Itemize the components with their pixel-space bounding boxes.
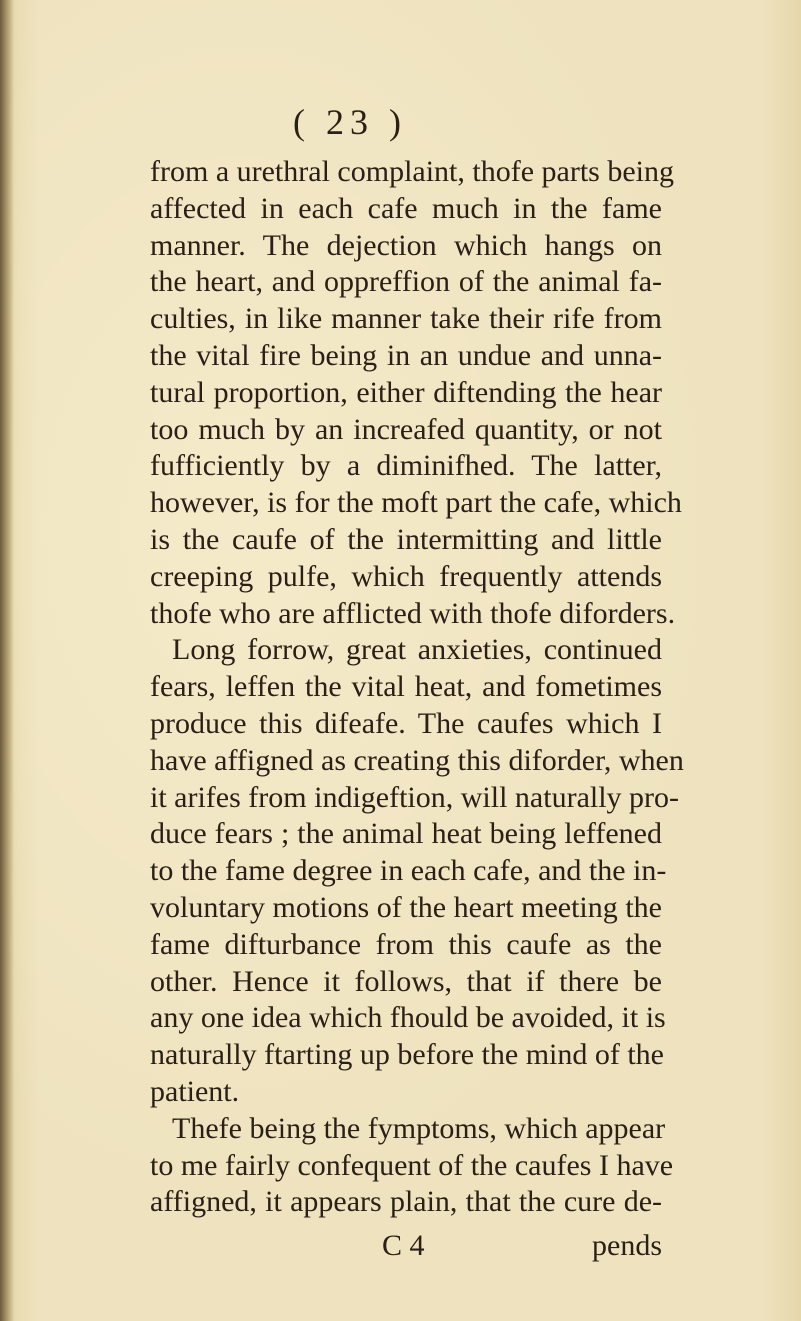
text-line: tural proportion, either diftending the hear <box>150 375 662 409</box>
text-line: the heart, and oppreffion of the animal fa- <box>150 265 662 299</box>
text-line: manner. The dejection which hangs on <box>150 228 662 262</box>
text-line: any one idea which fhould be avoided, it is <box>150 1001 666 1035</box>
body-text <box>150 154 684 1221</box>
text-line: to the fame degree in each cafe, and the in- <box>150 854 667 888</box>
text-line: thofe who are afflicted with thofe diforders. <box>150 596 676 630</box>
text-line: creeping pulfe, which frequently attends <box>150 559 662 593</box>
text-line: produce this difeafe. The caufes which I <box>150 706 662 740</box>
text-line: it arifes from indigeftion, will naturally pro- <box>150 780 680 814</box>
page-number: ( 23 ) <box>293 102 407 142</box>
text-line: from a urethral complaint, thofe parts being <box>150 155 674 188</box>
paragraph-start-line: Thefe being the fymptoms, which appear <box>172 1111 666 1145</box>
text-line: other. Hence it follows, that if there be <box>150 964 662 998</box>
text-line: voluntary motions of the heart meeting the <box>150 890 662 924</box>
text-line: culties, in like manner take their rife from <box>150 302 662 336</box>
text-line: have affigned as creating this diforder, when <box>150 743 684 777</box>
text-line: duce fears ; the animal heat being leffened <box>150 817 662 851</box>
catchword: pends <box>592 1229 662 1262</box>
text-line: to me fairly confequent of the caufes I have <box>150 1148 674 1182</box>
text-line: fufficiently by a diminifhed. The latter, <box>150 449 662 483</box>
text-line: affected in each cafe much in the fame <box>150 191 662 225</box>
text-line: fame difturbance from this caufe as the <box>150 927 662 961</box>
binding-edge <box>0 0 14 1321</box>
paragraph-start-line: Long forrow, great anxieties, continued <box>172 633 662 667</box>
text-line: the vital fire being in an undue and unna- <box>150 338 662 372</box>
text-line: however, is for the moft part the cafe, which <box>150 486 682 520</box>
text-line: is the caufe of the intermitting and little <box>150 522 662 556</box>
text-line: affigned, it appears plain, that the cure de- <box>150 1185 662 1219</box>
signature-mark: C 4 <box>382 1229 425 1262</box>
page-footer <box>150 1226 662 1266</box>
text-line: patient. <box>150 1074 240 1108</box>
text-line: too much by an increafed quantity, or not <box>150 412 662 446</box>
text-line: fears, leffen the vital heat, and fometimes <box>150 670 662 704</box>
text-line: naturally ftarting up before the mind of the <box>150 1038 664 1072</box>
